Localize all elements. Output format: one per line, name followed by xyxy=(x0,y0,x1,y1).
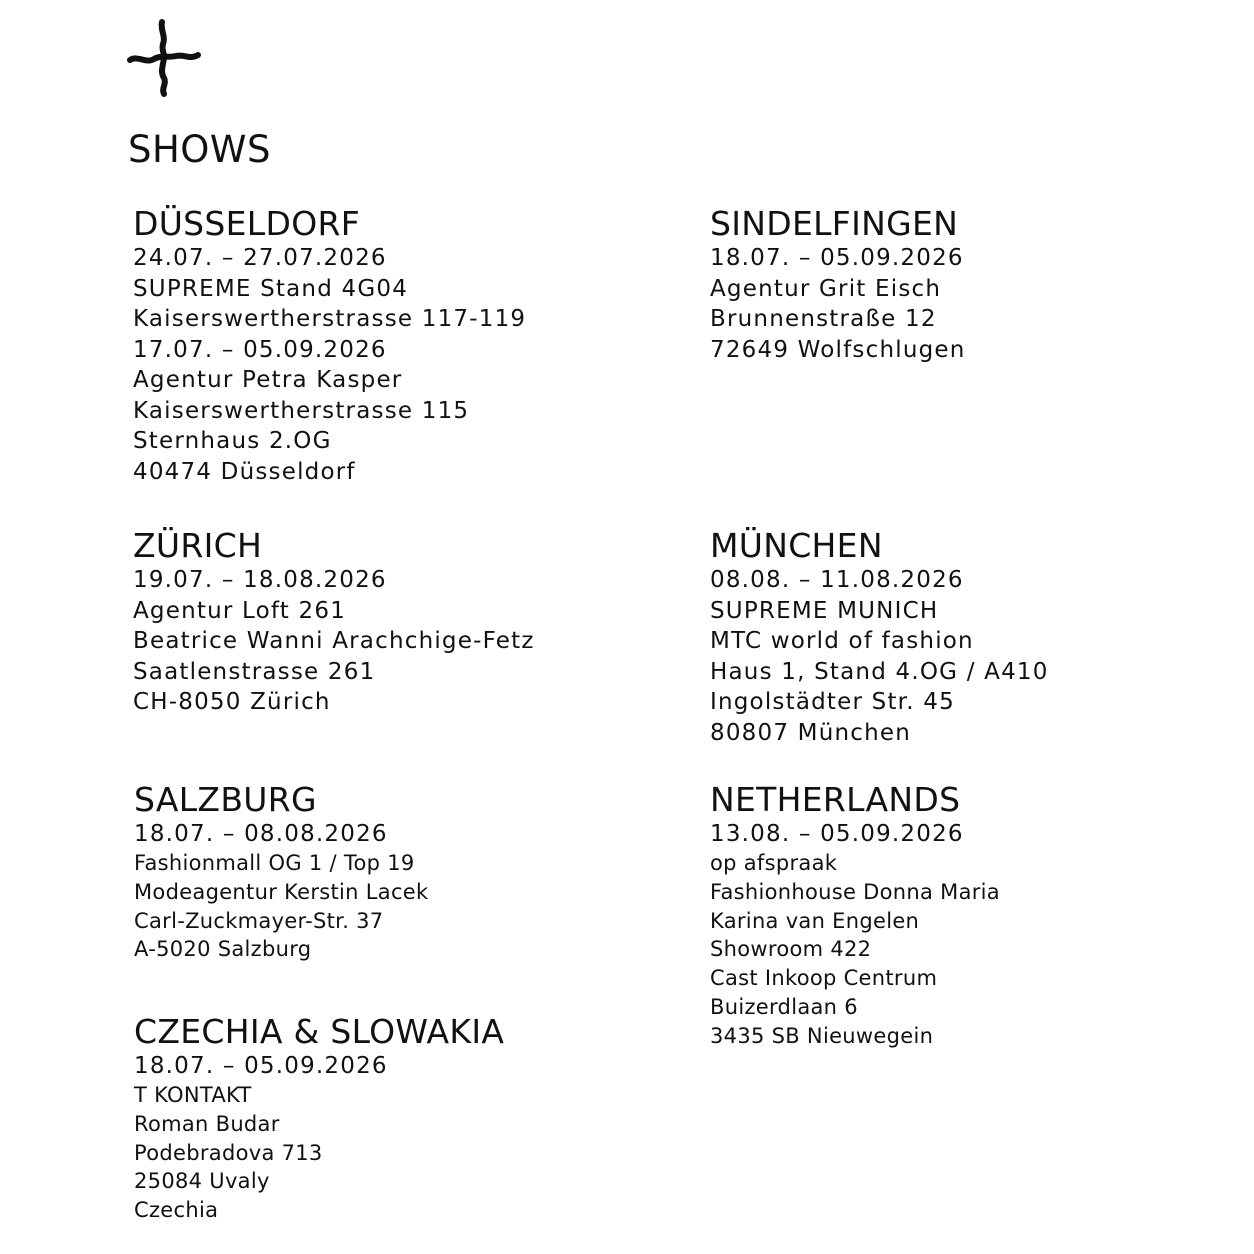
address-line: SUPREME Stand 4G04 xyxy=(133,275,409,302)
address-line: Kaiserswertherstrasse 115 xyxy=(133,397,470,424)
show-section-zuerich xyxy=(133,527,535,718)
address-line: Agentur Grit Eisch xyxy=(710,275,942,302)
address-line: Beatrice Wanni Arachchige-Fetz xyxy=(133,628,535,654)
address-line: CH-8050 Zürich xyxy=(133,689,331,715)
address-line: T KONTAKT xyxy=(134,1083,252,1107)
show-section-salzburg xyxy=(134,781,428,964)
address-lines xyxy=(134,1051,504,1225)
address-line: Czechia xyxy=(134,1198,219,1223)
address-line: Ingolstädter Str. 45 xyxy=(710,689,955,715)
address-line: Saatlenstrasse 261 xyxy=(133,658,376,685)
address-lines xyxy=(710,243,966,365)
address-line: Karina van Engelen xyxy=(710,908,920,933)
address-line: 40474 Düsseldorf xyxy=(133,458,356,485)
address-line: Cast Inkoop Centrum xyxy=(710,966,938,991)
city-heading: MÜNCHEN xyxy=(710,526,883,565)
address-line: Buizerdlaan 6 xyxy=(710,994,858,1019)
address-line: 25084 Uvaly xyxy=(134,1169,270,1194)
address-line: Carl-Zuckmayer-Str. 37 xyxy=(134,908,384,933)
city-heading: DÜSSELDORF xyxy=(133,204,360,243)
city-heading: ZÜRICH xyxy=(133,526,263,565)
address-lines xyxy=(133,565,535,718)
city-heading: SALZBURG xyxy=(134,780,317,819)
date-range: 13.08. – 05.09.2026 xyxy=(710,821,964,847)
address-line: Brunnenstraße 12 xyxy=(710,306,937,332)
date-range: 24.07. – 27.07.2026 xyxy=(133,245,387,271)
address-line: MTC world of fashion xyxy=(710,628,974,654)
show-section-netherlands xyxy=(710,781,1000,1051)
address-line: Roman Budar xyxy=(134,1111,280,1136)
address-line: Haus 1, Stand 4.OG / A410 xyxy=(710,658,1049,685)
address-line: Agentur Loft 261 xyxy=(133,597,347,624)
date-range: 18.07. – 05.09.2026 xyxy=(134,1053,388,1079)
city-heading: SINDELFINGEN xyxy=(710,204,959,243)
address-line: Showroom 422 xyxy=(710,937,872,962)
address-line: Modeagentur Kerstin Lacek xyxy=(134,879,429,904)
show-section-sindelfingen xyxy=(710,205,966,365)
address-line: A-5020 Salzburg xyxy=(134,937,312,962)
show-section-muenchen xyxy=(710,527,1049,748)
address-line: Sternhaus 2.OG xyxy=(133,428,332,454)
cross-logo-icon xyxy=(124,18,204,98)
date-range: 19.07. – 18.08.2026 xyxy=(133,567,387,593)
address-lines xyxy=(710,819,1000,1051)
date-range: 08.08. – 11.08.2026 xyxy=(710,567,964,593)
show-section-duesseldorf xyxy=(133,205,526,487)
address-line: Agentur Petra Kasper xyxy=(133,367,403,393)
date-range: 17.07. – 05.09.2026 xyxy=(133,336,387,363)
address-line: Podebradova 713 xyxy=(134,1140,323,1165)
show-section-czechia-slowakia xyxy=(134,1013,504,1225)
date-range: 18.07. – 08.08.2026 xyxy=(134,821,388,847)
address-line: 80807 München xyxy=(710,719,912,746)
date-range: 18.07. – 05.09.2026 xyxy=(710,245,964,271)
address-line: 3435 SB Nieuwegein xyxy=(710,1023,934,1048)
address-line: Fashionhouse Donna Maria xyxy=(710,879,1000,904)
address-lines xyxy=(133,243,526,487)
page-title: SHOWS xyxy=(128,128,272,171)
address-line: op afspraak xyxy=(710,851,838,875)
city-heading: NETHERLANDS xyxy=(710,780,961,819)
address-line: SUPREME MUNICH xyxy=(710,597,939,624)
address-line: Fashionmall OG 1 / Top 19 xyxy=(134,851,415,875)
address-lines xyxy=(710,565,1049,748)
address-line: Kaiserswertherstrasse 117-119 xyxy=(133,306,527,332)
address-lines xyxy=(134,819,428,964)
address-line: 72649 Wolfschlugen xyxy=(710,336,966,363)
city-heading: CZECHIA & SLOWAKIA xyxy=(134,1012,505,1051)
